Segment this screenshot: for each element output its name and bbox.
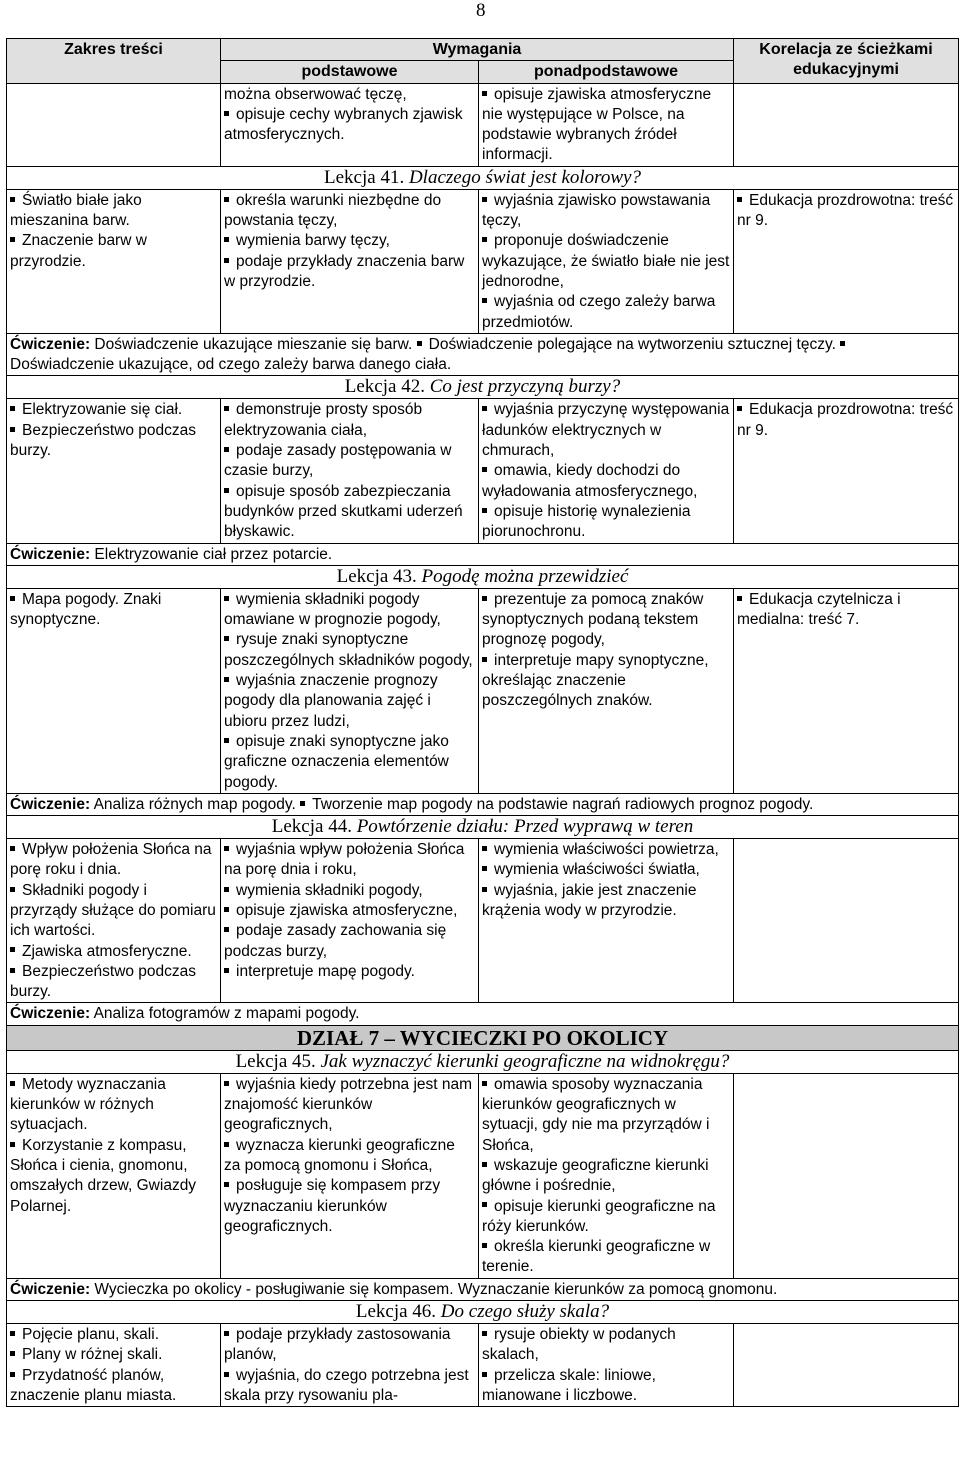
advanced-req-item — [482, 292, 730, 333]
basic-req-text: wyjaśnia wpływ położenia Słońca na porę dnia i roku, — [224, 841, 465, 879]
bullet-icon — [224, 447, 229, 452]
exercise-label: Ćwiczenie: — [10, 335, 91, 353]
header-correlation: Korelacja ze ścieżkami edukacyjnymi — [734, 39, 959, 84]
basic-req-text: określa warunki niezbędne do powstania tęczy, — [224, 191, 442, 230]
bullet-icon — [737, 596, 742, 601]
lesson-number: Lekcja 41. — [324, 166, 405, 188]
basic-req-item — [224, 671, 475, 732]
content-text: Korzystanie z kompasu, Słońca i cienia, gnomonu, omszałych drzew, Gwiazdy Polarnej. — [10, 1136, 197, 1215]
bullet-icon — [482, 657, 487, 662]
lesson-title-row — [7, 166, 959, 189]
correlation-cell — [734, 189, 959, 333]
exercise-text: Doświadczenie polegające na wytworzeniu sztucznej tęczy. — [428, 335, 836, 353]
lesson-title — [7, 565, 959, 588]
header-basic: podstawowe — [221, 61, 479, 83]
bullet-icon — [482, 237, 487, 242]
correlation-text: Edukacja prozdrowotna: treść nr 9. — [737, 191, 954, 230]
bullet-icon — [482, 866, 487, 871]
basic-req-item — [224, 901, 475, 921]
exercise-cell — [7, 333, 959, 376]
advanced-req-text: przelicza skale: liniowe, mianowane i liczbowe. — [482, 1366, 656, 1404]
basic-cell — [221, 189, 479, 333]
bullet-icon — [10, 406, 15, 411]
content-list — [10, 1075, 217, 1217]
correlation-text: Edukacja czytelnicza i medialna: treść 7. — [737, 590, 901, 629]
content-cell — [7, 1324, 221, 1407]
correlation-cell — [734, 839, 959, 1003]
basic-req-item — [224, 1075, 475, 1136]
bullet-icon — [224, 927, 229, 932]
bullet-icon — [482, 596, 487, 601]
lesson-topic: Jak wyznaczyć kierunki geograficzne na widnokręgu? — [320, 1050, 730, 1072]
basic-req-item — [224, 881, 475, 901]
bullet-icon — [300, 801, 305, 806]
bullet-icon — [482, 91, 487, 96]
exercise-label: Ćwiczenie: — [10, 1005, 91, 1023]
bullet-icon — [224, 1331, 229, 1336]
lesson-row — [7, 1324, 959, 1407]
advanced-req-item — [482, 1197, 730, 1238]
advanced-req-item — [482, 461, 730, 502]
advanced-cell — [479, 588, 734, 793]
advanced-req-text: wyjaśnia od czego zależy barwa przedmiotów. — [482, 293, 716, 331]
correlation-cell — [734, 1324, 959, 1407]
bullet-icon — [224, 636, 229, 641]
basic-req-text: posługuje się kompasem przy wyznaczaniu kierunków geograficznych. — [224, 1177, 441, 1235]
exercise-row — [7, 543, 959, 565]
advanced-req-item — [482, 400, 730, 461]
content-text: Elektryzowanie się ciał. — [22, 401, 183, 419]
basic-req-text: podaje przykłady znaczenia barw w przyrodzie. — [224, 252, 465, 290]
lesson-row — [7, 189, 959, 333]
content-text: Światło białe jako mieszanina barw. — [10, 191, 142, 230]
content-list — [10, 840, 217, 1002]
lesson-topic: Dlaczego świat jest kolorowy? — [408, 166, 641, 188]
basic-req-text: podaje zasady zachowania się podczas burzy, — [224, 922, 447, 960]
lesson-title — [7, 1301, 959, 1324]
correlation-cell — [734, 1073, 959, 1278]
lesson-title — [7, 166, 959, 189]
bullet-icon — [10, 1081, 15, 1086]
exercise-row — [7, 333, 959, 376]
bullet-icon — [482, 467, 487, 472]
bullet-icon — [482, 887, 487, 892]
content-item — [10, 400, 217, 420]
bullet-icon — [482, 508, 487, 513]
basic-req-item — [224, 400, 475, 441]
bullet-icon — [224, 968, 229, 973]
basic-req-text: demonstruje prosty sposób elektryzowania ciała, — [224, 401, 423, 439]
page-number: 8 — [476, 0, 486, 21]
bullet-icon — [10, 427, 15, 432]
content-item — [10, 942, 217, 962]
bullet-icon — [224, 237, 229, 242]
basic-req-text: rysuje znaki synoptyczne poszczególnych składników pogody, — [224, 631, 473, 669]
lesson-topic: Powtórzenie działu: Przed wyprawą w teren — [356, 816, 694, 838]
curriculum-table — [6, 38, 959, 1407]
basic-req-item — [224, 1176, 475, 1237]
bullet-icon — [224, 677, 229, 682]
correlation-list — [737, 400, 955, 441]
bullet-icon — [10, 1372, 15, 1377]
correlation-list — [737, 191, 955, 232]
bullet-icon — [482, 406, 487, 411]
bullet-icon — [482, 1243, 487, 1248]
bullet-icon — [10, 197, 15, 202]
advanced-req-text: omawia sposoby wyznaczania kierunków geograficznych w sytuacji, gdy nie ma przyrządów i Słońca, — [482, 1075, 710, 1154]
advanced-req-text: wyjaśnia przyczynę występowania ładunków elektrycznych w chmurach, — [482, 401, 730, 460]
basic-req-text: wyjaśnia kiedy potrzebna jest nam znajomość kierunków geograficznych, — [224, 1075, 473, 1134]
content-item — [10, 881, 217, 942]
bullet-icon — [10, 1351, 15, 1356]
advanced-req-item — [482, 1366, 730, 1407]
header-row — [7, 39, 959, 61]
basic-req-text: wyznacza kierunki geograficzne za pomocą gnomonu i Słońca, — [224, 1136, 455, 1174]
basic-req-list — [224, 105, 475, 146]
exercise-text: Tworzenie map pogody na podstawie nagrań radiowych prognoz pogody. — [312, 795, 814, 813]
content-text: Pojęcie planu, skali. — [22, 1326, 159, 1344]
advanced-req-text: wyjaśnia, jakie jest znaczenie krążenia wody w przyrodzie. — [482, 881, 697, 919]
bullet-icon — [737, 197, 742, 202]
bullet-icon — [10, 887, 15, 892]
basic-cell — [221, 83, 479, 166]
bullet-icon — [10, 968, 15, 973]
basic-req-item — [224, 482, 475, 543]
content-text: Zjawiska atmosferyczne. — [22, 942, 192, 960]
content-item — [10, 421, 217, 462]
content-item — [10, 1366, 217, 1407]
advanced-req-text: określa kierunki geograficzne w terenie. — [482, 1238, 711, 1276]
advanced-cell — [479, 399, 734, 543]
advanced-req-text: interpretuje mapy synoptyczne, określając znaczenie poszczególnych znaków. — [482, 651, 709, 710]
lesson-number: Lekcja 46. — [355, 1301, 437, 1323]
bullet-icon — [224, 738, 229, 743]
bullet-icon — [224, 846, 229, 851]
lesson-title — [7, 1050, 959, 1073]
lesson-row — [7, 588, 959, 793]
bullet-icon — [224, 1182, 229, 1187]
basic-req-item — [224, 441, 475, 482]
basic-req-item — [224, 840, 475, 881]
basic-cell — [221, 399, 479, 543]
content-text: Bezpieczeństwo podczas burzy. — [10, 421, 197, 460]
bullet-icon — [10, 846, 15, 851]
bullet-icon — [224, 197, 229, 202]
bullet-icon — [10, 947, 15, 952]
basic-req-item — [224, 921, 475, 962]
header-advanced: ponadpodstawowe — [479, 61, 734, 83]
exercise-row — [7, 793, 959, 815]
advanced-req-item — [482, 1237, 730, 1278]
bullet-icon — [482, 1162, 487, 1167]
lesson-topic: Do czego służy skala? — [440, 1301, 610, 1323]
correlation-cell — [734, 83, 959, 166]
content-list — [10, 1325, 217, 1406]
advanced-req-list — [482, 1325, 730, 1406]
advanced-cell — [479, 83, 734, 166]
lesson-title-row — [7, 565, 959, 588]
basic-req-text: wymienia składniki pogody, — [236, 881, 423, 899]
bullet-icon — [482, 197, 487, 202]
advanced-cell — [479, 839, 734, 1003]
lesson-title-row — [7, 1301, 959, 1324]
advanced-req-text: rysuje obiekty w podanych skalach, — [482, 1326, 676, 1364]
bullet-icon — [224, 596, 229, 601]
content-text: Mapa pogody. Znaki synoptyczne. — [10, 590, 162, 629]
advanced-req-text: proponuje doświadczenie wykazujące, że światło białe nie jest jednorodne, — [482, 232, 730, 290]
bullet-icon — [482, 1081, 487, 1086]
content-text: Przydatność planów, znaczenie planu miasta. — [10, 1366, 177, 1404]
bullet-icon — [224, 111, 229, 116]
advanced-req-item — [482, 1156, 730, 1197]
header-requirements: Wymagania — [221, 39, 734, 61]
exercise-cell — [7, 1003, 959, 1025]
basic-req-item — [224, 962, 475, 982]
lesson-title — [7, 376, 959, 399]
content-text: Składniki pogody i przyrządy służące do pomiaru ich wartości. — [10, 881, 216, 940]
basic-req-text: wymienia składniki pogody omawiane w prognozie pogody, — [224, 590, 441, 629]
section-row — [7, 1025, 959, 1050]
bullet-icon — [224, 406, 229, 411]
advanced-req-list — [482, 191, 730, 333]
advanced-req-item — [482, 191, 730, 232]
lesson-title-row — [7, 1050, 959, 1073]
lesson-number: Lekcja 45. — [235, 1050, 316, 1072]
bullet-icon — [737, 406, 742, 411]
basic-req-text: wyjaśnia, do czego potrzebna jest skala przy rysowaniu pla- — [224, 1366, 469, 1404]
basic-req-list — [224, 1075, 475, 1237]
bullet-icon — [482, 298, 487, 303]
exercise-text: Wycieczka po okolicy - posługiwanie się kompasem. Wyznaczanie kierunków za pomocą gnomonu. — [94, 1280, 778, 1298]
basic-req-text: opisuje zjawiska atmosferyczne, — [236, 901, 458, 919]
advanced-req-text: opisuje kierunki geograficzne na róży kierunków. — [482, 1197, 716, 1235]
basic-req-text: opisuje cechy wybranych zjawisk atmosferycznych. — [224, 105, 463, 144]
basic-cell — [221, 1073, 479, 1278]
basic-req-list — [224, 590, 475, 793]
advanced-cell — [479, 1073, 734, 1278]
correlation-text: Edukacja prozdrowotna: treść nr 9. — [737, 401, 954, 439]
bullet-icon — [840, 341, 845, 346]
content-item — [10, 840, 217, 881]
exercise-text: Elektryzowanie ciał przez potarcie. — [94, 545, 333, 563]
section-title: DZIAŁ 7 – WYCIECZKI PO OKOLICY — [7, 1025, 959, 1050]
basic-req-list — [224, 400, 475, 542]
bullet-icon — [10, 1142, 15, 1147]
advanced-req-item — [482, 881, 730, 922]
basic-req-text: opisuje sposób zabezpieczania budynków przed skutkami uderzeń błyskawic. — [224, 482, 463, 541]
lesson-row — [7, 399, 959, 543]
basic-req-item — [224, 1136, 475, 1177]
bullet-icon — [482, 1372, 487, 1377]
content-cell — [7, 1073, 221, 1278]
basic-req-item — [224, 252, 475, 293]
basic-req-item — [224, 1325, 475, 1366]
basic-req-item — [224, 105, 475, 146]
content-text: Znaczenie barw w przyrodzie. — [10, 232, 147, 270]
content-cell — [7, 83, 221, 166]
basic-req-text: można obserwować tęczę, — [224, 85, 407, 103]
basic-req-list — [224, 840, 475, 982]
advanced-req-item — [482, 840, 730, 860]
exercise-text: Doświadczenie ukazujące, od czego zależy barwa danego ciała. — [10, 356, 452, 374]
content-item — [10, 1325, 217, 1345]
advanced-req-text: omawia, kiedy dochodzi do wyładowania atmosferycznego, — [482, 462, 698, 500]
bullet-icon — [10, 596, 15, 601]
basic-req-text: wymienia barwy tęczy, — [236, 232, 390, 250]
advanced-req-item — [482, 651, 730, 712]
basic-req-list — [224, 1325, 475, 1406]
advanced-req-list — [482, 1075, 730, 1278]
basic-req-text: wyjaśnia znaczenie prognozy pogody dla planowania zajęć i ubioru przez ludzi, — [224, 672, 438, 730]
basic-req-text: interpretuje mapę pogody. — [236, 962, 415, 980]
bullet-icon — [417, 341, 422, 346]
bullet-icon — [224, 1142, 229, 1147]
basic-req-item — [224, 590, 475, 631]
advanced-req-list — [482, 400, 730, 542]
exercise-text: Analiza fotogramów z mapami pogody. — [93, 1005, 360, 1023]
advanced-req-item — [482, 1325, 730, 1366]
content-cell — [7, 839, 221, 1003]
content-item — [10, 191, 217, 232]
content-text: Bezpieczeństwo podczas burzy. — [10, 962, 197, 1001]
basic-req-list — [224, 85, 475, 105]
exercise-text: Analiza różnych map pogody. — [93, 795, 296, 813]
continuation-row — [7, 83, 959, 166]
advanced-req-item — [482, 85, 730, 166]
basic-req-list — [224, 191, 475, 292]
basic-cell — [221, 1324, 479, 1407]
lesson-number: Lekcja 42. — [344, 376, 425, 398]
advanced-req-item — [482, 590, 730, 651]
advanced-cell — [479, 189, 734, 333]
content-cell — [7, 189, 221, 333]
correlation-item — [737, 400, 955, 441]
basic-req-text: opisuje znaki synoptyczne jako graficzne oznaczenia elementów pogody. — [224, 732, 449, 791]
lesson-topic: Co jest przyczyną burzy? — [429, 376, 621, 398]
bullet-icon — [10, 1331, 15, 1336]
advanced-req-item — [482, 231, 730, 292]
basic-cell — [221, 588, 479, 793]
content-list — [10, 191, 217, 272]
lesson-topic: Pogodę można przewidzieć — [421, 565, 629, 587]
bullet-icon — [482, 846, 487, 851]
content-list — [10, 400, 217, 461]
exercise-cell — [7, 1278, 959, 1300]
advanced-req-text: wymienia właściwości powietrza, — [494, 841, 719, 859]
exercise-cell — [7, 793, 959, 815]
advanced-req-text: opisuje historię wynalezienia piorunochronu. — [482, 502, 691, 541]
basic-req-item — [224, 1366, 475, 1407]
advanced-req-text: wymienia właściwości światła, — [494, 861, 700, 879]
advanced-req-list — [482, 85, 730, 166]
bullet-icon — [224, 1081, 229, 1086]
bullet-icon — [482, 1202, 487, 1207]
advanced-req-list — [482, 590, 730, 712]
exercise-row — [7, 1003, 959, 1025]
lesson-title-row — [7, 816, 959, 839]
advanced-req-list — [482, 840, 730, 921]
advanced-req-item — [482, 860, 730, 880]
content-item — [10, 1075, 217, 1136]
content-cell — [7, 588, 221, 793]
exercise-label: Ćwiczenie: — [10, 795, 91, 813]
basic-req-item — [224, 630, 475, 671]
lesson-row — [7, 1073, 959, 1278]
correlation-cell — [734, 588, 959, 793]
content-item — [10, 1345, 217, 1365]
lesson-title-row — [7, 376, 959, 399]
content-item — [10, 1136, 217, 1217]
lesson-title — [7, 816, 959, 839]
exercise-cell — [7, 543, 959, 565]
content-cell — [7, 399, 221, 543]
advanced-req-text: wskazuje geograficzne kierunki główne i pośrednie, — [482, 1156, 709, 1195]
basic-req-text: podaje przykłady zastosowania planów, — [224, 1326, 451, 1364]
advanced-req-item — [482, 502, 730, 543]
bullet-icon — [10, 237, 15, 242]
advanced-req-item — [482, 1075, 730, 1156]
bullet-icon — [224, 1372, 229, 1377]
correlation-item — [737, 191, 955, 232]
bullet-icon — [224, 258, 229, 263]
content-text: Wpływ położenia Słońca na porę roku i dnia. — [10, 841, 212, 879]
correlation-list — [737, 590, 955, 631]
content-item — [10, 231, 217, 272]
content-text: Plany w różnej skali. — [22, 1346, 163, 1364]
advanced-req-text: prezentuje za pomocą znaków synoptycznych podaną tekstem prognozę pogody, — [482, 590, 704, 649]
exercise-label: Ćwiczenie: — [10, 1280, 91, 1298]
bullet-icon — [224, 887, 229, 892]
basic-req-item — [224, 732, 475, 793]
bullet-icon — [224, 907, 229, 912]
correlation-cell — [734, 399, 959, 543]
content-item — [10, 962, 217, 1003]
correlation-item — [737, 590, 955, 631]
advanced-req-text: opisuje zjawiska atmosferyczne nie występujące w Polsce, na podstawie wybranych źródeł informacji. — [482, 85, 712, 164]
exercise-text: Doświadczenie ukazujące mieszanie się barw. — [94, 335, 413, 353]
lesson-number: Lekcja 43. — [336, 565, 417, 587]
bullet-icon — [482, 1331, 487, 1336]
advanced-req-text: wyjaśnia zjawisko powstawania tęczy, — [482, 191, 711, 230]
basic-req-item — [224, 191, 475, 232]
lesson-row — [7, 839, 959, 1003]
exercise-label: Ćwiczenie: — [10, 545, 91, 563]
advanced-cell — [479, 1324, 734, 1407]
basic-req-item — [224, 231, 475, 251]
exercise-row — [7, 1278, 959, 1300]
basic-req-text: podaje zasady postępowania w czasie burzy, — [224, 442, 452, 480]
table-body — [7, 83, 959, 1407]
lesson-number: Lekcja 44. — [271, 816, 352, 838]
basic-cell — [221, 839, 479, 1003]
content-list — [10, 590, 217, 631]
bullet-icon — [224, 488, 229, 493]
content-text: Metody wyznaczania kierunków w różnych sytuacjach. — [10, 1075, 166, 1134]
content-item — [10, 590, 217, 631]
header-content: Zakres treści — [7, 39, 221, 84]
